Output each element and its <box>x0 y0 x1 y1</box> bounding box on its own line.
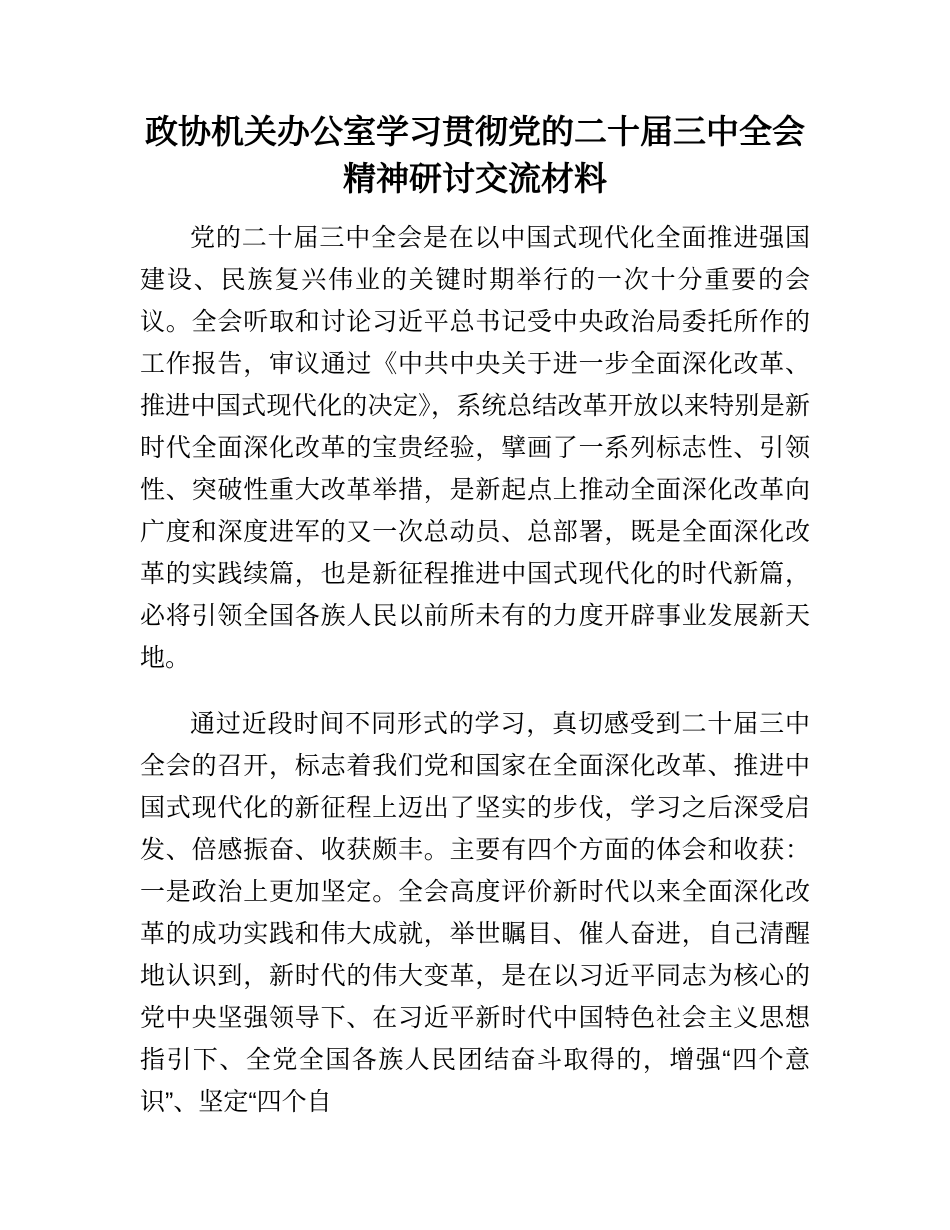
document-title: 政协机关办公室学习贯彻党的二十届三中全会精神研讨交流材料 <box>145 113 805 197</box>
body-paragraph-1: 党的二十届三中全会是在以中国式现代化全面推进强国建设、民族复兴伟业的关键时期举行的一次十分重要的会议。全会听取和讨论习近平总书记受中央政治局委托所作的工作报告，审议通过《中共中央关于进一步全面深化改革、推进中国式现代化的决定》，系统总结改革开放以来特别是新时代全面深化改革的宝贵经验，擘画了一系列标志性、引领性、突破性重大改革举措，是新起点上推动全面深化改革向广度和深度进军的又一次总动员、总部署，既是全面深化改革的实践续篇，也是新征程推进中国式现代化的时代新篇，必将引领全国各族人民以前所未有的力度开辟事业发展新天地。 <box>140 224 810 672</box>
body-paragraph-2: 通过近段时间不同形式的学习，真切感受到二十届三中全会的召开，标志着我们党和国家在全面深化改革、推进中国式现代化的新征程上迈出了坚实的步伐，学习之后深受启发、倍感振奋、收获颇丰。主要有四个方面的体会和收获：一是政治上更加坚定。全会高度评价新时代以来全面深化改革的成功实践和伟大成就，举世瞩目、催人奋进，自己清醒地认识到，新时代的伟大变革，是在以习近平同志为核心的党中央坚强领导下、在习近平新时代中国特色社会主义思想指引下、全党全国各族人民团结奋斗取得的，增强“四个意识”、坚定“四个自 <box>140 710 810 1116</box>
